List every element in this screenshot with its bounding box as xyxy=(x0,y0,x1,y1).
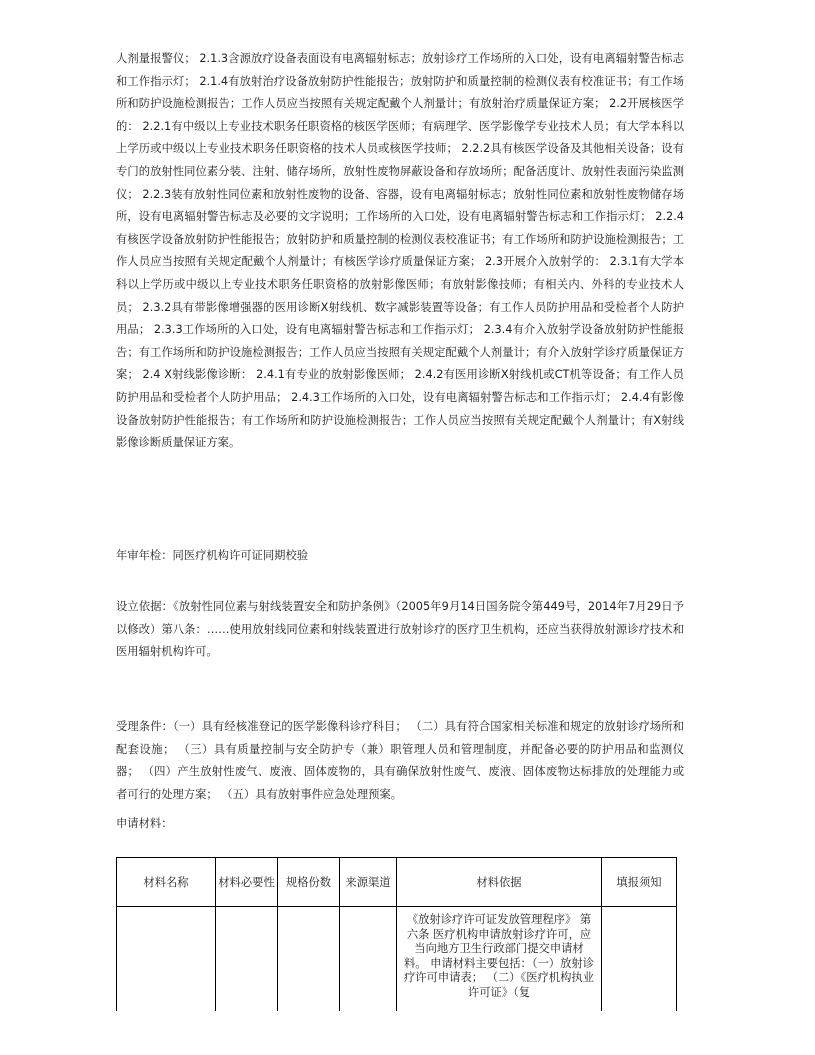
header-copies: 规格份数 xyxy=(278,858,340,907)
application-materials-heading: 申请材料： xyxy=(116,817,173,830)
materials-table-header-row xyxy=(117,858,677,907)
cell-basis: 《放射诊疗许可证发放管理程序》 第六条 医疗机构申请放射诊疗许可，应当向地方卫生行政部门提交申请材料。 申请材料主要包括：（一）放射诊疗许可申请表； （二）《医疗机构执业许可证》（复 xyxy=(397,907,602,1012)
annual-review-paragraph: 年审年检：同医疗机构许可证同期校验 xyxy=(116,549,309,562)
header-necessity: 材料必要性 xyxy=(216,858,278,907)
cell-copies xyxy=(278,907,340,1012)
materials-table xyxy=(116,857,677,1011)
cell-notes xyxy=(602,907,677,1012)
legal-basis-paragraph: 设立依据：《放射性同位素与射线装置安全和防护条例》（2005年9月14日国务院令第449号，2014年7月29日予以修改）第八条：……使用放射线同位素和射线装置进行放射诊疗的医疗卫生机构，还应当获得放射源诊疗技术和医用辐射机构许可。 xyxy=(116,600,684,659)
table-row xyxy=(117,907,677,1012)
cell-source xyxy=(340,907,397,1012)
acceptance-conditions-paragraph: 受理条件：（一）具有经核准登记的医学影像科诊疗科目； （二）具有符合国家相关标准和规定的放射诊疗场所和配套设施； （三）具有质量控制与安全防护专（兼）职管理人员和管理制度，并配备必要的防护用品和监测仪器； （四）产生放射性废气、废液、固体废物的，具有确保放射性废气、废液、固体废物达标排放的处理能力或者可行的处理方案； （五）具有放射事件应急处理预案。 xyxy=(116,720,684,801)
materials-table-container xyxy=(116,857,678,1011)
header-material-name: 材料名称 xyxy=(117,858,216,907)
cell-necessity xyxy=(216,907,278,1012)
header-notes: 填报须知 xyxy=(602,858,677,907)
header-basis: 材料依据 xyxy=(397,858,602,907)
cell-material-name xyxy=(117,907,216,1012)
header-source: 来源渠道 xyxy=(340,858,397,907)
requirements-continued-paragraph: 人剂量报警仪； 2.1.3含源放疗设备表面设有电离辐射标志；放射诊疗工作场所的入口处，设有电离辐射警告标志和工作指示灯； 2.1.4有放射治疗设备放射防护性能报告；放射防护和质量控制的检测仪表有校准证书；有工作场所和防护设施检测报告；工作人员应当按照有关规定配戴个人剂量计；有放射治疗质量保证方案； 2.2开展核医学的： 2.2.1有中级以上专业技术职务任职资格的核医学医师；有病理学、医学影像学专业技术人员；有大学本科以上学历或中级以上专业技术职务任职资格的技术人员或核医学技师； 2.2.2具有核医学设备及其他相关设备；设有专门的放射性同位素分装、注射、储存场所，放射性废物屏蔽设备和存放场所；配备活度计、放射性表面污染监测仪； 2.2.3装有放射性同位素和放射性废物的设备、容器，设有电离辐射标志；放射性同位素和放射性废物储存场所，设有电离辐射警告标志及必要的文字说明；工作场所的入口处，设有电离辐射警告标志和工作指示灯； 2.2.4有核医学设备放射防护性能报告；放射防护和质量控制的检测仪表校准证书；有工作场所和防护设施检测报告；工作人员应当按照有关规定配戴个人剂量计；有核医学诊疗质量保证方案； 2.3开展介入放射学的： 2.3.1有大学本科以上学历或中级以上专业技术职务任职资格的放射影像医师；有放射影像技师；有相关内、外科的专业技术人员； 2.3.2具有带影像增强器的医用诊断X射线机、数字减影装置等设备；有工作人员防护用品和受检者个人防护用品； 2.3.3工作场所的入口处，设有电离辐射警告标志和工作指示灯； 2.3.4有介入放射学设备放射防护性能报告；有工作场所和防护设施检测报告；工作人员应当按照有关规定配戴个人剂量计；有介入放射学诊疗质量保证方案； 2.4 X射线影像诊断： 2.4.1有专业的放射影像医师； 2.4.2有医用诊断X射线机或CT机等设备；有工作人员防护用品和受检者个人防护用品； 2.4.3工作场所的入口处，设有电离辐射警告标志和工作指示灯； 2.4.4有影像设备放射防护性能报告；有工作场所和防护设施检测报告；工作人员应当按照有关规定配戴个人剂量计；有X射线影像诊断质量保证方案。 xyxy=(116,52,684,450)
